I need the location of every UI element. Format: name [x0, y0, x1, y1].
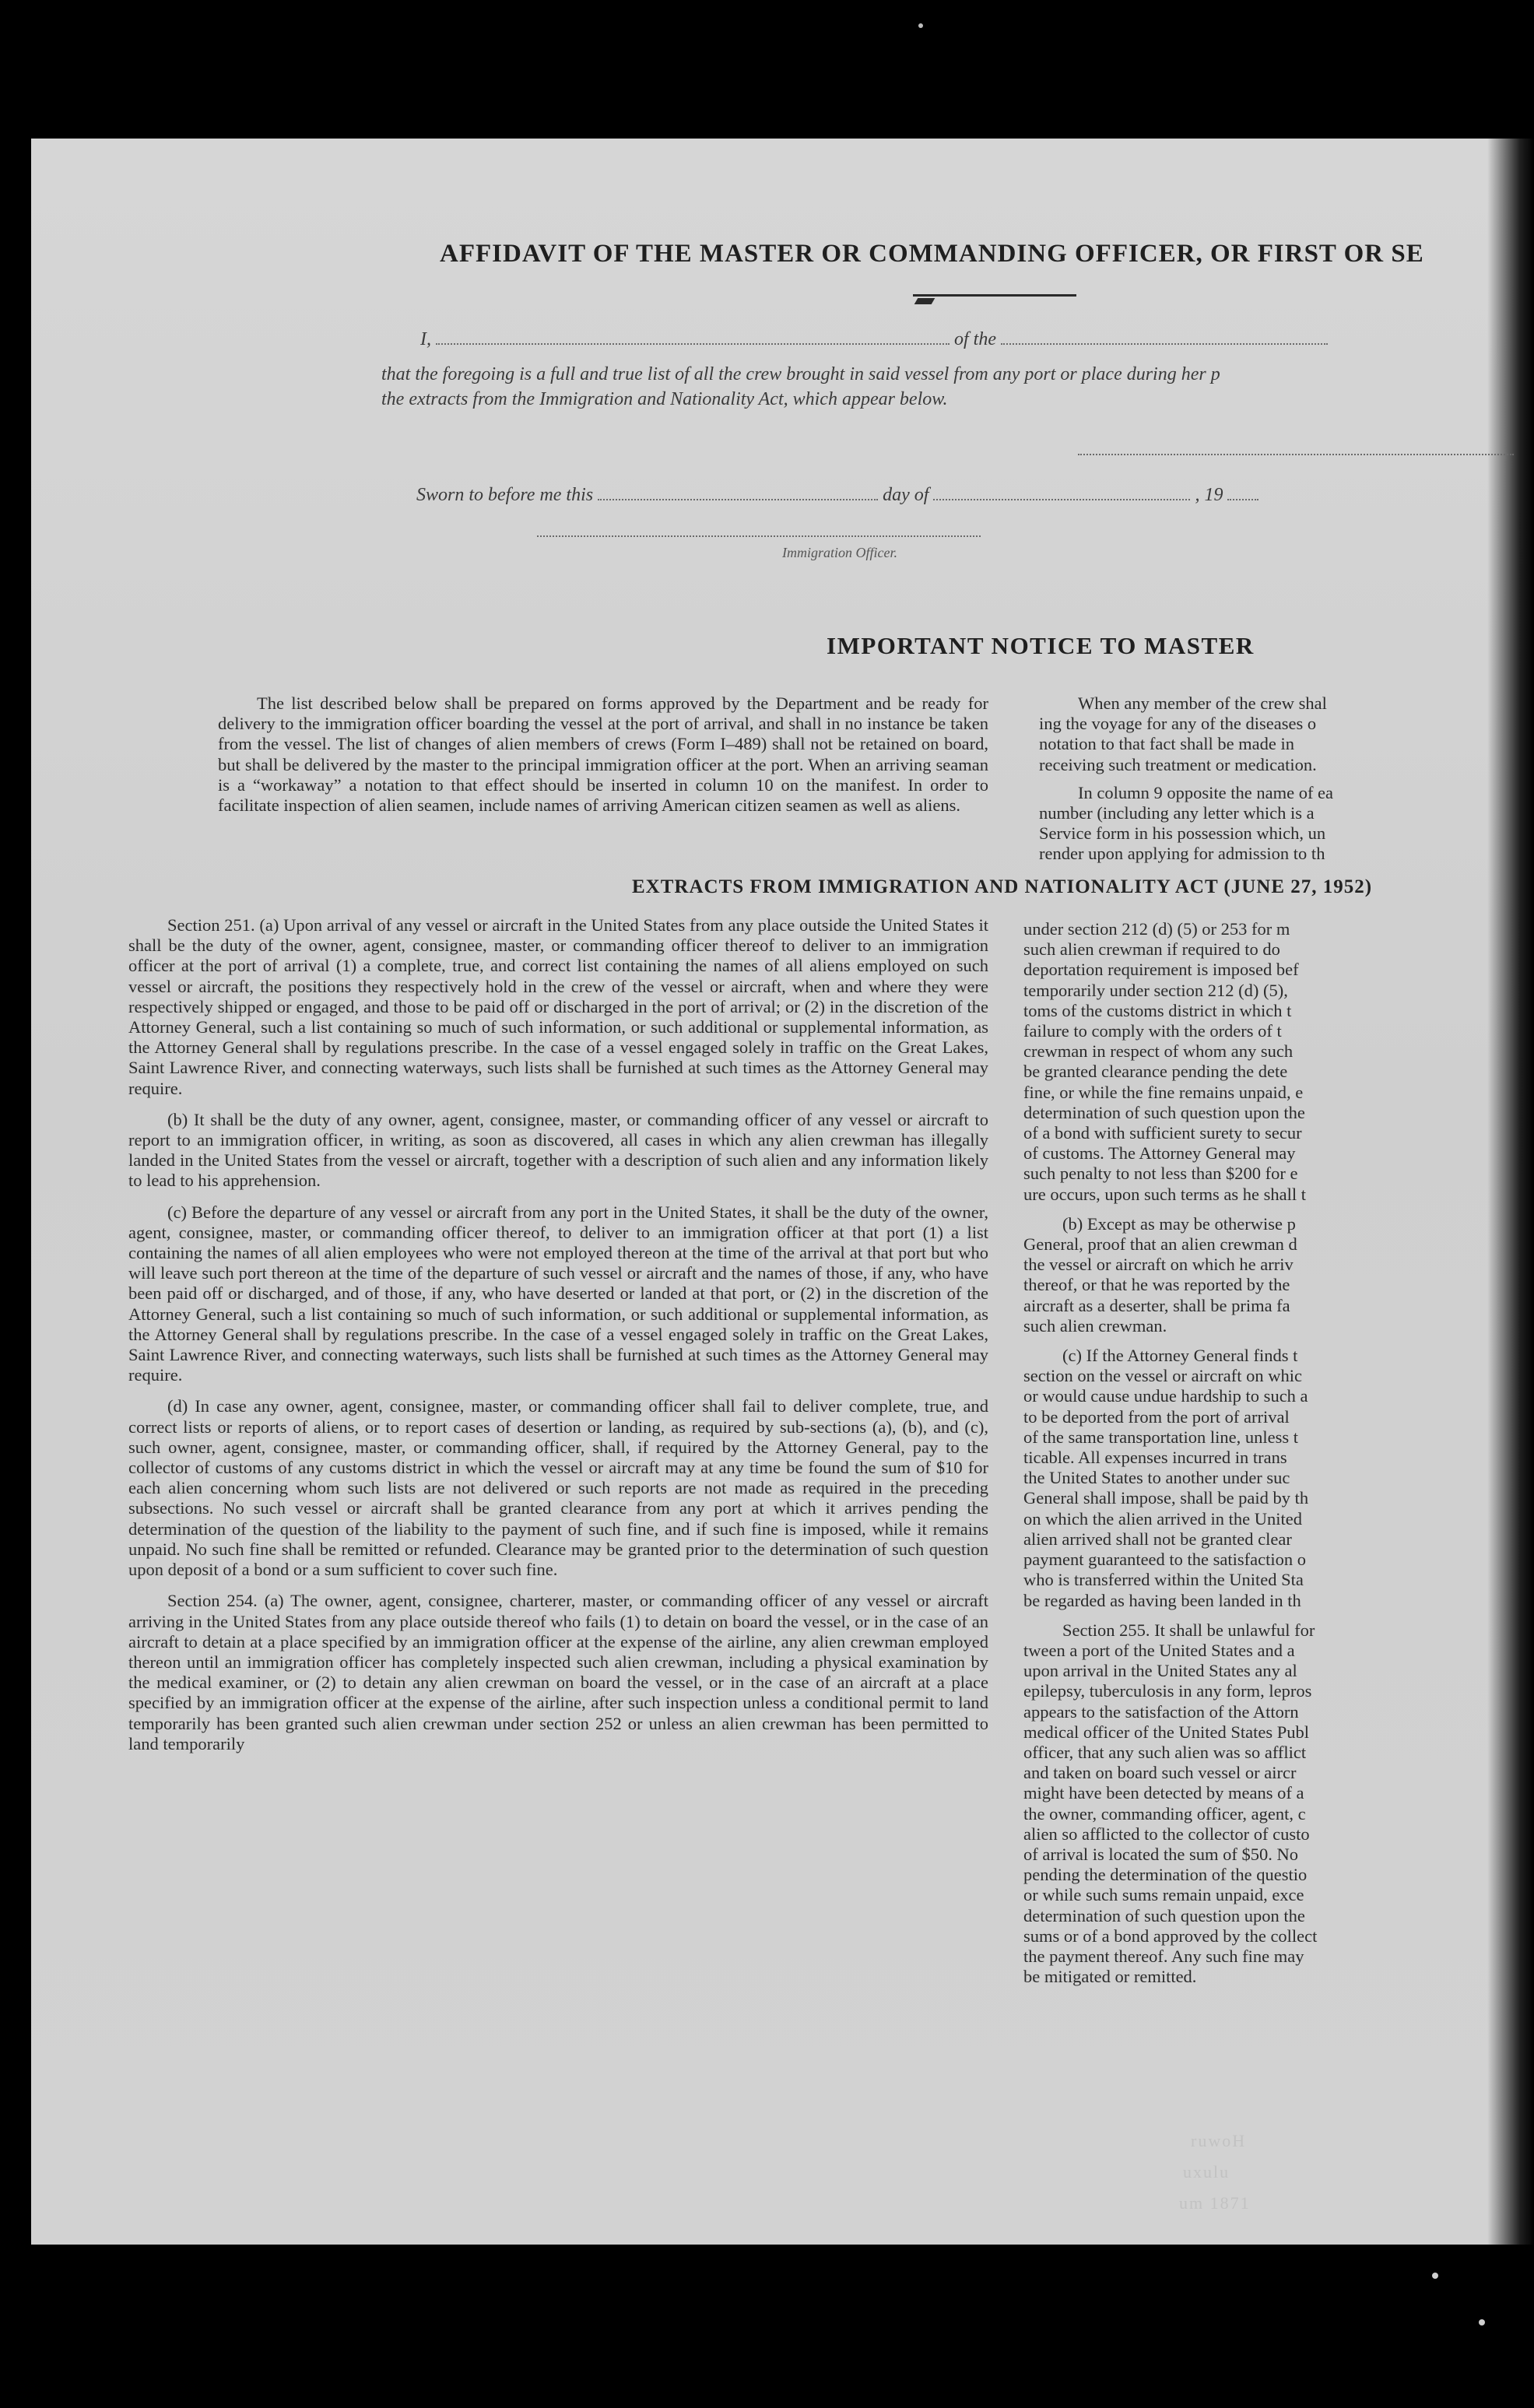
- officer-label: Immigration Officer.: [782, 545, 897, 560]
- text-line: appears to the satisfaction of the Attorn: [1023, 1701, 1299, 1722]
- text-line: who is transferred within the United Sta: [1023, 1570, 1304, 1590]
- text-line: or would cause undue hardship to such a: [1023, 1386, 1308, 1406]
- text-line: alien arrived shall not be granted clear: [1023, 1529, 1292, 1549]
- text-line: of arrival is located the sum of $50. No: [1023, 1844, 1299, 1864]
- text-line: payment guaranteed to the satisfaction o: [1023, 1550, 1306, 1570]
- text-line: the payment thereof. Any such fine may: [1023, 1946, 1304, 1966]
- text-line: ticable. All expenses incurred in trans: [1023, 1448, 1287, 1468]
- text-line: crewman in respect of whom any such: [1023, 1041, 1294, 1062]
- section-251-b: (b) It shall be the duty of any owner, agent, consignee, master, or commanding officer of any vessel or aircraft to report to an immigration officer, in writing, as soon as discovered, all cases in which any alien crewman has illegally landed in the United States from the vessel or aircraft, together with a description of such alien and any information likely to lead to his apprehension.: [128, 1109, 988, 1191]
- text-line: In column 9 opposite the name of ea: [1078, 782, 1334, 802]
- text-line: Service form in his possession which, un: [1039, 823, 1326, 844]
- master-signature-line: [1078, 454, 1514, 455]
- section-251-d: (d) In case any owner, agent, consignee, master, or commanding officer shall fail to deliver complete, true, and correct lists or reports of aliens, or to report cases of desertion or landing, as required by sub-sections (a), (b), and (c), such owner, agent, consignee, master, or commanding officer, shall, if required by the Attorney General, pay to the collector of customs of any customs district in which the vessel or aircraft may at any time be found the sum of $10 for each alien concerning whom such lists are not delivered or such reports are not made as required in the preceding subsections. No such vessel or aircraft shall be granted clearance from any port at which it arrives pending the determination of the question of the liability to the payment of such fine, and if such fine is imposed, while it remains unpaid. No such fine shall be remitted or refunded. Clearance may be granted prior to the determination of such question upon deposit of a bond or a sum sufficient to cover such fine.: [128, 1396, 988, 1580]
- bleed-through-text: uxulu: [1183, 2162, 1230, 2182]
- text-line: of customs. The Attorney General may: [1023, 1143, 1296, 1164]
- affidavit-i: I,: [420, 329, 431, 349]
- affidavit-line-1: [420, 329, 1328, 350]
- text-line: determination of such question upon the: [1023, 1102, 1305, 1122]
- text-line: such alien crewman if required to do: [1023, 939, 1280, 960]
- text-line: of the same transportation line, unless t: [1023, 1427, 1299, 1447]
- text-line: fine, or while the fine remains unpaid, e: [1023, 1082, 1304, 1102]
- bleed-through-text: ruwoH: [1191, 2131, 1247, 2150]
- text-line: failure to comply with the orders of t: [1023, 1021, 1282, 1041]
- text-line: receiving such treatment or medication.: [1039, 754, 1317, 774]
- text-line: sums or of a bond approved by the collect: [1023, 1925, 1318, 1946]
- bleed-through-text: um 1871: [1179, 2193, 1251, 2213]
- name-blank: [436, 340, 950, 345]
- sworn-year: , 19: [1195, 485, 1223, 505]
- text-line: notation to that fact shall be made in: [1039, 734, 1295, 754]
- sworn-month-blank: [933, 496, 1190, 500]
- extracts-heading: EXTRACTS FROM IMMIGRATION AND NATIONALITY ACT (JUNE 27, 1952): [632, 876, 1373, 897]
- text-line: be regarded as having been landed in th: [1023, 1590, 1301, 1610]
- paragraph-gap: [1023, 1611, 1534, 1620]
- text-line: Section 255. It shall be unlawful for: [1062, 1620, 1315, 1640]
- text-line: ure occurs, upon such terms as he shall t: [1023, 1184, 1307, 1204]
- affidavit-title: AFFIDAVIT OF THE MASTER OR COMMANDING OFFICER, OR FIRST OR SE: [440, 240, 1424, 268]
- text-line: temporarily under section 212 (d) (5),: [1023, 980, 1288, 1000]
- text-line: (c) If the Attorney General finds t: [1062, 1346, 1298, 1366]
- notice-paragraph: The list described below shall be prepared on forms approved by the Department and be ready for delivery to the immigration officer boarding the vessel at the port of arrival, and shall in no instance be taken from the vessel. The list of changes of alien members of crews (Form I–489) shall not be retained on board, but shall be delivered by the master to the principal immigration officer at the port. When an arriving seaman is a “workaway” a notation to that effect should be inserted in column 10 on the manifest. In order to facilitate inspection of alien seamen, include names of arriving American citizen seamen as well as aliens.: [218, 693, 988, 816]
- text-line: thereof, or that he was reported by the: [1023, 1275, 1290, 1295]
- text-line: medical officer of the United States Publ: [1023, 1722, 1309, 1742]
- sworn-label: Sworn to before me this: [416, 485, 594, 505]
- affidavit-line-3: the extracts from the Immigration and Nationality Act, which appear below.: [381, 389, 948, 409]
- text-line: (b) Except as may be otherwise p: [1062, 1213, 1296, 1234]
- text-line: epilepsy, tuberculosis in any form, lepros: [1023, 1681, 1312, 1701]
- text-line: section on the vessel or aircraft on whic: [1023, 1366, 1303, 1386]
- text-line: be granted clearance pending the dete: [1023, 1062, 1288, 1082]
- text-line: the vessel or aircraft on which he arriv: [1023, 1255, 1294, 1275]
- text-line: General shall impose, shall be paid by th: [1023, 1488, 1309, 1508]
- text-line: to be deported from the port of arrival: [1023, 1406, 1290, 1427]
- notice-right-paragraph-2: [1039, 783, 1534, 865]
- text-line: number (including any letter which is a: [1039, 803, 1315, 823]
- text-line: General, proof that an alien crewman d: [1023, 1234, 1297, 1255]
- sworn-line: [416, 485, 1258, 506]
- section-254-a: Section 254. (a) The owner, agent, consignee, charterer, master, or commanding officer of any vessel or aircraft arriving in the United States from any place outside thereof who fails (1) to detain on board the vessel, or in the case of an aircraft to detain at a place specified by an immigration officer at the expense of the airline, any alien crewman employed thereon until an immigration officer has completely inspected such alien crewman, including a physical examination by the medical examiner, or (2) to detain any alien crewman on board the vessel, or in the case of an aircraft at a place specified by an immigration officer at the expense of the airline, after such inspection unless a conditional permit to land temporarily has been granted such alien crewman under section 252 or unless an alien crewman has been permitted to land temporarily: [128, 1591, 988, 1753]
- text-line: ing the voyage for any of the diseases o: [1039, 714, 1317, 734]
- text-line: under section 212 (d) (5) or 253 for m: [1023, 919, 1290, 939]
- text-line: the owner, commanding officer, agent, c: [1023, 1803, 1306, 1824]
- text-line: the United States to another under suc: [1023, 1468, 1290, 1488]
- text-line: or while such sums remain unpaid, exce: [1023, 1885, 1304, 1905]
- paragraph-gap: [1023, 1205, 1534, 1214]
- text-line: When any member of the crew shal: [1078, 693, 1327, 713]
- paragraph-gap: [1023, 1336, 1534, 1346]
- text-line: determination of such question upon the: [1023, 1905, 1305, 1925]
- text-line: toms of the customs district in which t: [1023, 1000, 1292, 1020]
- text-line: upon arrival in the United States any al: [1023, 1661, 1297, 1681]
- text-line: be mitigated or remitted.: [1023, 1967, 1197, 1987]
- text-line: tween a port of the United States and a: [1023, 1640, 1295, 1660]
- extracts-right-column: [1023, 919, 1534, 2133]
- title-rule: [913, 294, 1076, 297]
- text-line: alien so afflicted to the collector of custo: [1023, 1824, 1310, 1844]
- affidavit-line-2: that the foregoing is a full and true list of all the crew brought in said vessel from any port or place during her p: [381, 364, 1220, 384]
- scan-speck: [918, 23, 923, 28]
- text-line: such alien crewman.: [1023, 1315, 1167, 1336]
- text-line: and taken on board such vessel or aircr: [1023, 1763, 1297, 1783]
- ink-mark: [914, 298, 935, 304]
- text-line: officer, that any such alien was so afflict: [1023, 1742, 1307, 1762]
- affidavit-of-the: of the: [954, 329, 996, 349]
- notice-heading: IMPORTANT NOTICE TO MASTER: [827, 632, 1255, 659]
- sworn-year-blank: [1227, 496, 1258, 500]
- sworn-day-blank: [598, 496, 878, 500]
- text-line: such penalty to not less than $200 for e: [1023, 1164, 1298, 1184]
- extracts-left-column: [128, 915, 988, 1754]
- text-line: might have been detected by means of a: [1023, 1783, 1304, 1803]
- text-line: on which the alien arrived in the United: [1023, 1508, 1303, 1529]
- text-line: aircraft as a deserter, shall be prima fa: [1023, 1295, 1290, 1315]
- notice-left-column: [218, 693, 988, 816]
- text-line: deportation requirement is imposed bef: [1023, 960, 1299, 980]
- section-251-c: (c) Before the departure of any vessel or aircraft from any port in the United States, it shall be the duty of the owner, agent, consignee, master, or commanding officer thereof, to deliver to an immigration officer at that port (1) a list containing the names of all alien employees who were not employed thereon at the time of the arrival at that port but who will leave such port thereon at the time of the departure of such vessel or aircraft and the names of those, if any, who have been paid off or discharged, and of those, if any, who have deserted or landed at that port, or (2) in the discretion of the Attorney General, such a list containing so much of such information, or such additional or supplemental information, as the Attorney General shall by regulations prescribe. In the case of a vessel engaged solely in traffic on the Great Lakes, Saint Lawrence River, and connecting waterways, such lists shall be furnished at such times as the Attorney General may require.: [128, 1202, 988, 1385]
- document-page: [31, 139, 1534, 2245]
- scan-speck: [1479, 2319, 1485, 2326]
- vessel-blank: [1001, 340, 1328, 345]
- text-line: of a bond with sufficient surety to secur: [1023, 1123, 1302, 1143]
- officer-signature-line: [537, 535, 981, 537]
- section-251-a: Section 251. (a) Upon arrival of any vessel or aircraft in the United States from any place outside the United States it shall be the duty of the owner, agent, consignee, master, or commanding officer thereof to deliver to an immigration officer at the port of arrival (1) a complete, true, and correct list containing the names of all aliens employed on such vessel or aircraft, the positions they respectively hold in the crew of the vessel or aircraft, when and where they were respectively shipped or engaged, and those to be paid off or discharged in the port of arrival; or (2) in the discretion of the Attorney General, such a list containing so much of such information, or such additional or supplemental information, as the Attorney General shall by regulations prescribe. In the case of a vessel engaged solely in traffic on the Great Lakes, Saint Lawrence River, and connecting waterways, such lists shall be furnished at such times as the Attorney General may require.: [128, 915, 988, 1098]
- text-line: pending the determination of the questio: [1023, 1865, 1308, 1885]
- text-line: render upon applying for admission to th: [1039, 844, 1325, 864]
- sworn-day-of: day of: [883, 485, 929, 505]
- notice-right-column: [1039, 693, 1534, 865]
- notice-right-paragraph-1: [1039, 693, 1534, 775]
- scan-speck: [1432, 2273, 1438, 2279]
